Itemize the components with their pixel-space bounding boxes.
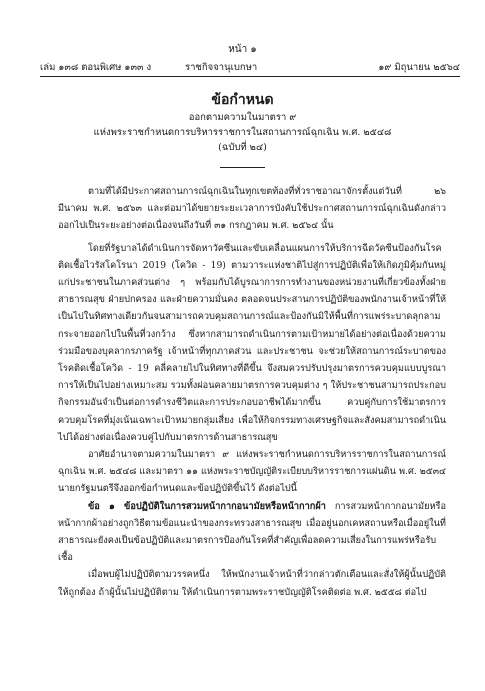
header-divider	[40, 76, 460, 77]
gazette-name: ราชกิจจานุเบกษา	[185, 62, 258, 73]
document-body	[58, 183, 446, 601]
title-divider	[220, 167, 265, 168]
volume-info: เล่ม ๑๓๘ ตอนพิเศษ ๑๓๓ ง	[40, 62, 152, 73]
paragraph-authority: อาศัยอำนาจตามความในมาตรา ๙ แห่งพระราชกำหนดการบริหารราชการในสถานการณ์ฉุกเฉิน พ.ศ. ๒๕๔๘ และมาตรา ๑๑ แห่งพระราชบัญญัติระเบียบบริหารราชการแผ่นดิน พ.ศ. ๒๕๓๔ นายกรัฐมนตรีจึงออกข้อกำหนดและข้อปฏิบัติขึ้นไว้ ดังต่อไปนี้	[58, 449, 446, 495]
title-block	[0, 90, 485, 155]
paragraph-background: ตามที่ได้มีประกาศสถานการณ์ฉุกเฉินในทุกเขตท้องที่ทั่วราชอาณาจักรตั้งแต่วันที่ ๒๖ มีนาคม พ.ศ. ๒๕๖๓ และต่อมาได้ขยายระยะเวลาการบังคับใช้ประกาศสถานการณ์ฉุกเฉินดังกล่าวออกไปเป็นระยะอย่างต่อเนื่องจนถึงวันที่ ๓๑ กรกฎาคม พ.ศ. ๒๕๖๔ นั้น	[58, 186, 446, 232]
clause-1-text: การสวมหน้ากากอนามัยหรือหน้ากากผ้าอย่างถูกวิธีตามข้อแนะนำของกระทรวงสาธารณสุข เมื่ออยู่นอกเคหสถานหรือเมื่ออยู่ในที่สาธารณะยังคงเป็นข้อปฏิบัติและมาตรการป้องกันโรคที่สำคัญเพื่อลดความเสี่ยงในการแพร่หรือรับเชื้อ	[58, 500, 446, 564]
publish-date: ๑๙ มิถุนายน ๒๕๖๔	[378, 62, 460, 73]
paragraph-rationale: โดยที่รัฐบาลได้ดำเนินการจัดหาวัคซีนและขับเคลื่อนแผนการให้บริการฉีดวัคซีนป้องกันโรคติดเชื้อไวรัสโคโรนา 2019 (โควิด - 19) ตามวาระแห่งชาติไปสู่การปฏิบัติเพื่อให้เกิดภูมิคุ้มกันหมู่แก่ประชาชนในภาคส่วนต่าง ๆ พร้อมกับได้บูรณาการการทำงานของหน่วยงานที่เกี่ยวข้องทั้งฝ่ายสาธารณสุข ฝ่ายปกครอง และฝ่ายความมั่นคง ตลอดจนประสานการปฏิบัติของพนักงานเจ้าหน้าที่ให้เป็นไปในทิศทางเดียวกันจนสามารถควบคุมสถานการณ์และป้องกันมิให้พื้นที่การแพร่ระบาดลุกลามกระจายออกไปในพื้นที่วงกว้าง ซึ่งหากสามารถดำเนินการตามเป้าหมายได้อย่างต่อเนื่องด้วยความร่วมมือของบุคลากรภาครัฐ เจ้าหน้าที่ทุกภาคส่วน และประชาชน จะช่วยให้สถานการณ์ระบาดของโรคติดเชื้อโควิด - 19 คลี่คลายไปในทิศทางที่ดีขึ้น จึงสมควรปรับปรุงมาตรการควบคุมแบบบูรณาการให้เป็นไปอย่างเหมาะสม รวมทั้งผ่อนคลายมาตรการควบคุมต่าง ๆ ให้ประชาชนสามารถประกอบกิจกรรมอันจำเป็นต่อการดำรงชีวิตและการประกอบอาชีพได้มากขึ้น ควบคู่กับการใช้มาตรการควบคุมโรคที่มุ่งเน้นเฉพาะเป้าหมายกลุ่มเสี่ยง เพื่อให้กิจกรรมทางเศรษฐกิจและสังคมสามารถดำเนินไปได้อย่างต่อเนื่องควบคู่ไปกับมาตรการด้านสาธารณสุข	[58, 242, 446, 443]
title-edition: (ฉบับที่ ๒๔)	[218, 142, 267, 153]
clause-1-enforcement: เมื่อพบผู้ไม่ปฏิบัติตามวรรคหนึ่ง ให้พนักงานเจ้าหน้าที่ว่ากล่าวตักเตือนและสั่งให้ผู้นั้นปฏิบัติให้ถูกต้อง ถ้าผู้นั้นไม่ปฏิบัติตาม ให้ดำเนินการตามพระราชบัญญัติโรคติดต่อ พ.ศ. ๒๕๕๘ ต่อไป	[58, 569, 446, 598]
title-authority: ออกตามความในมาตรา ๙	[188, 112, 297, 123]
page-number: หน้า ๑	[228, 44, 257, 55]
title-act: แห่งพระราชกำหนดการบริหารราชการในสถานการณ์ฉุกเฉิน พ.ศ. ๒๕๔๘	[93, 127, 392, 138]
gazette-header	[40, 60, 460, 74]
clause-1-heading: ข้อ ๑ ข้อปฏิบัติในการสวมหน้ากากอนามัยหรือหน้ากากผ้า	[88, 500, 326, 512]
clause-1-paragraph	[58, 498, 446, 567]
document-title: ข้อกำหนด	[211, 92, 274, 108]
